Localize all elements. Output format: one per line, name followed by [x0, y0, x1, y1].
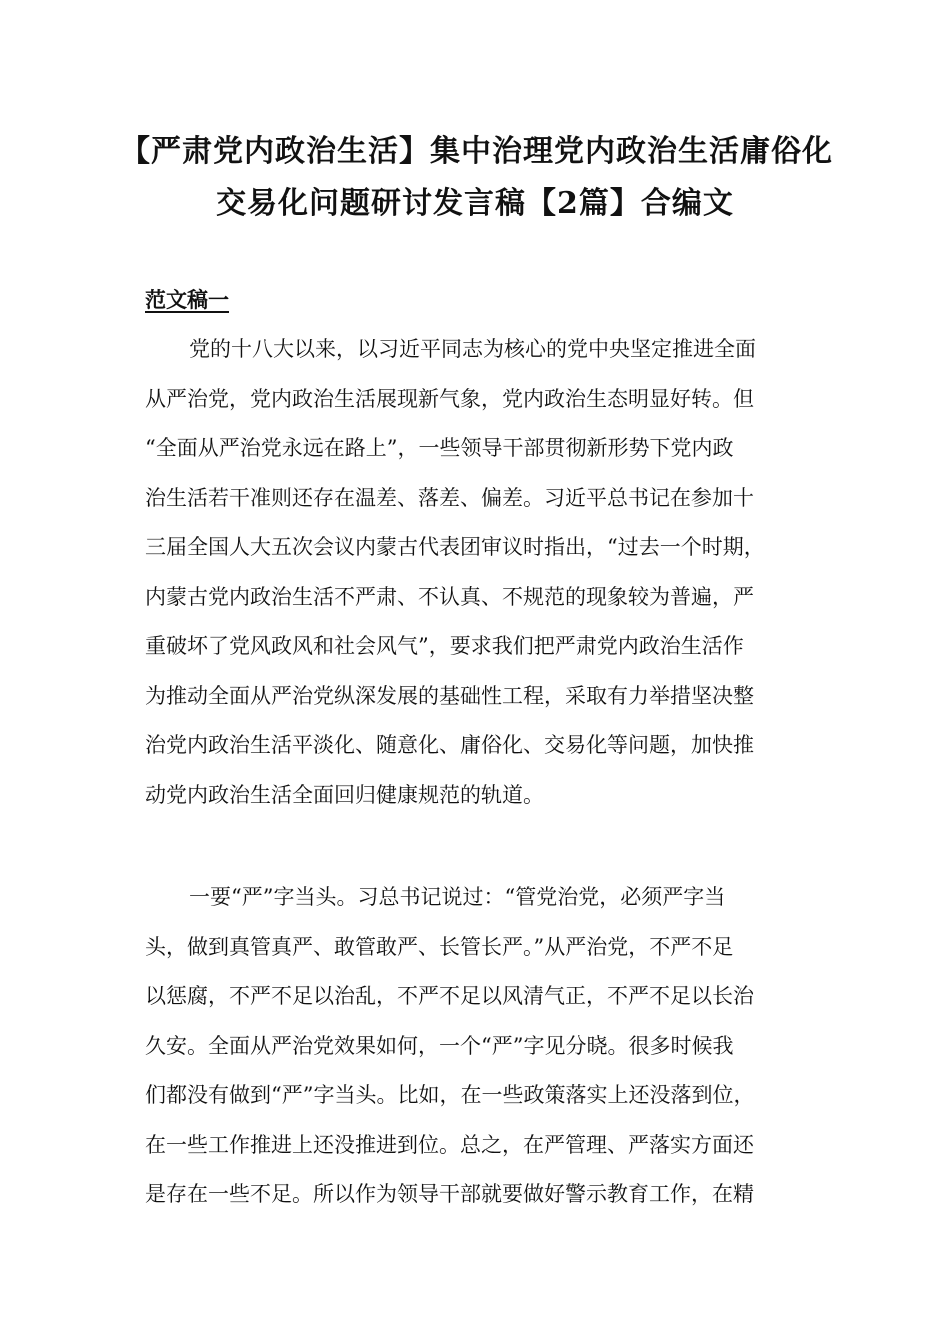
title-line: 【严肃党内政治生活】集中治理党内政治生活庸俗化 [120, 134, 833, 169]
paragraph-line: 党的十八大以来，以习近平同志为核心的党中央坚定推进全面 [189, 337, 756, 361]
title-line: 交易化问题研讨发言稿【2篇】合编文 [216, 186, 734, 221]
paragraph-line: 头，做到真管真严、敢管敢严、长管长严。”从严治党，不严不足 [145, 934, 734, 959]
paragraph-line: 久安。全面从严治党效果如何，一个“严”字见分晓。很多时候我 [145, 1033, 734, 1058]
paragraph-line: 三届全国人大五次会议内蒙古代表团审议时指出，“过去一个时期， [145, 535, 765, 559]
document-title [120, 126, 833, 230]
paragraph-line: 重破坏了党风政风和社会风气”，要求我们把严肃党内政治生活作 [145, 634, 744, 658]
section-heading: 范文稿一 [145, 287, 229, 312]
paragraph-line: 内蒙古党内政治生活不严肃、不认真、不规范的现象较为普遍，严 [145, 584, 754, 609]
paragraph-line: “全面从严治党永远在路上”，一些领导干部贯彻新形势下党内政 [145, 436, 734, 460]
paragraph-line: 治生活若干准则还存在温差、落差、偏差。习近平总书记在参加十 [145, 485, 754, 510]
paragraph-line: 是存在一些不足。所以作为领导干部就要做好警示教育工作，在精 [145, 1182, 754, 1206]
paragraph-line: 治党内政治生活平淡化、随意化、庸俗化、交易化等问题，加快推 [145, 733, 754, 757]
paragraph [145, 325, 805, 820]
paragraph-line: 们都没有做到“严”字当头。比如，在一些政策落实上还没落到位， [145, 1083, 755, 1107]
paragraph [145, 873, 805, 1220]
paragraph-line: 动党内政治生活全面回归健康规范的轨道。 [145, 782, 544, 807]
paragraph-line: 从严治党，党内政治生活展现新气象，党内政治生态明显好转。但 [145, 386, 754, 411]
paragraph-line: 一要“严”字当头。习总书记说过：“管党治党，必须严字当 [189, 885, 726, 909]
paragraph-line: 为推动全面从严治党纵深发展的基础性工程，采取有力举措坚决整 [145, 683, 754, 708]
paragraph-line: 以惩腐，不严不足以治乱，不严不足以风清气正，不严不足以长治 [145, 984, 754, 1008]
paragraph-line: 在一些工作推进上还没推进到位。总之，在严管理、严落实方面还 [145, 1132, 754, 1157]
